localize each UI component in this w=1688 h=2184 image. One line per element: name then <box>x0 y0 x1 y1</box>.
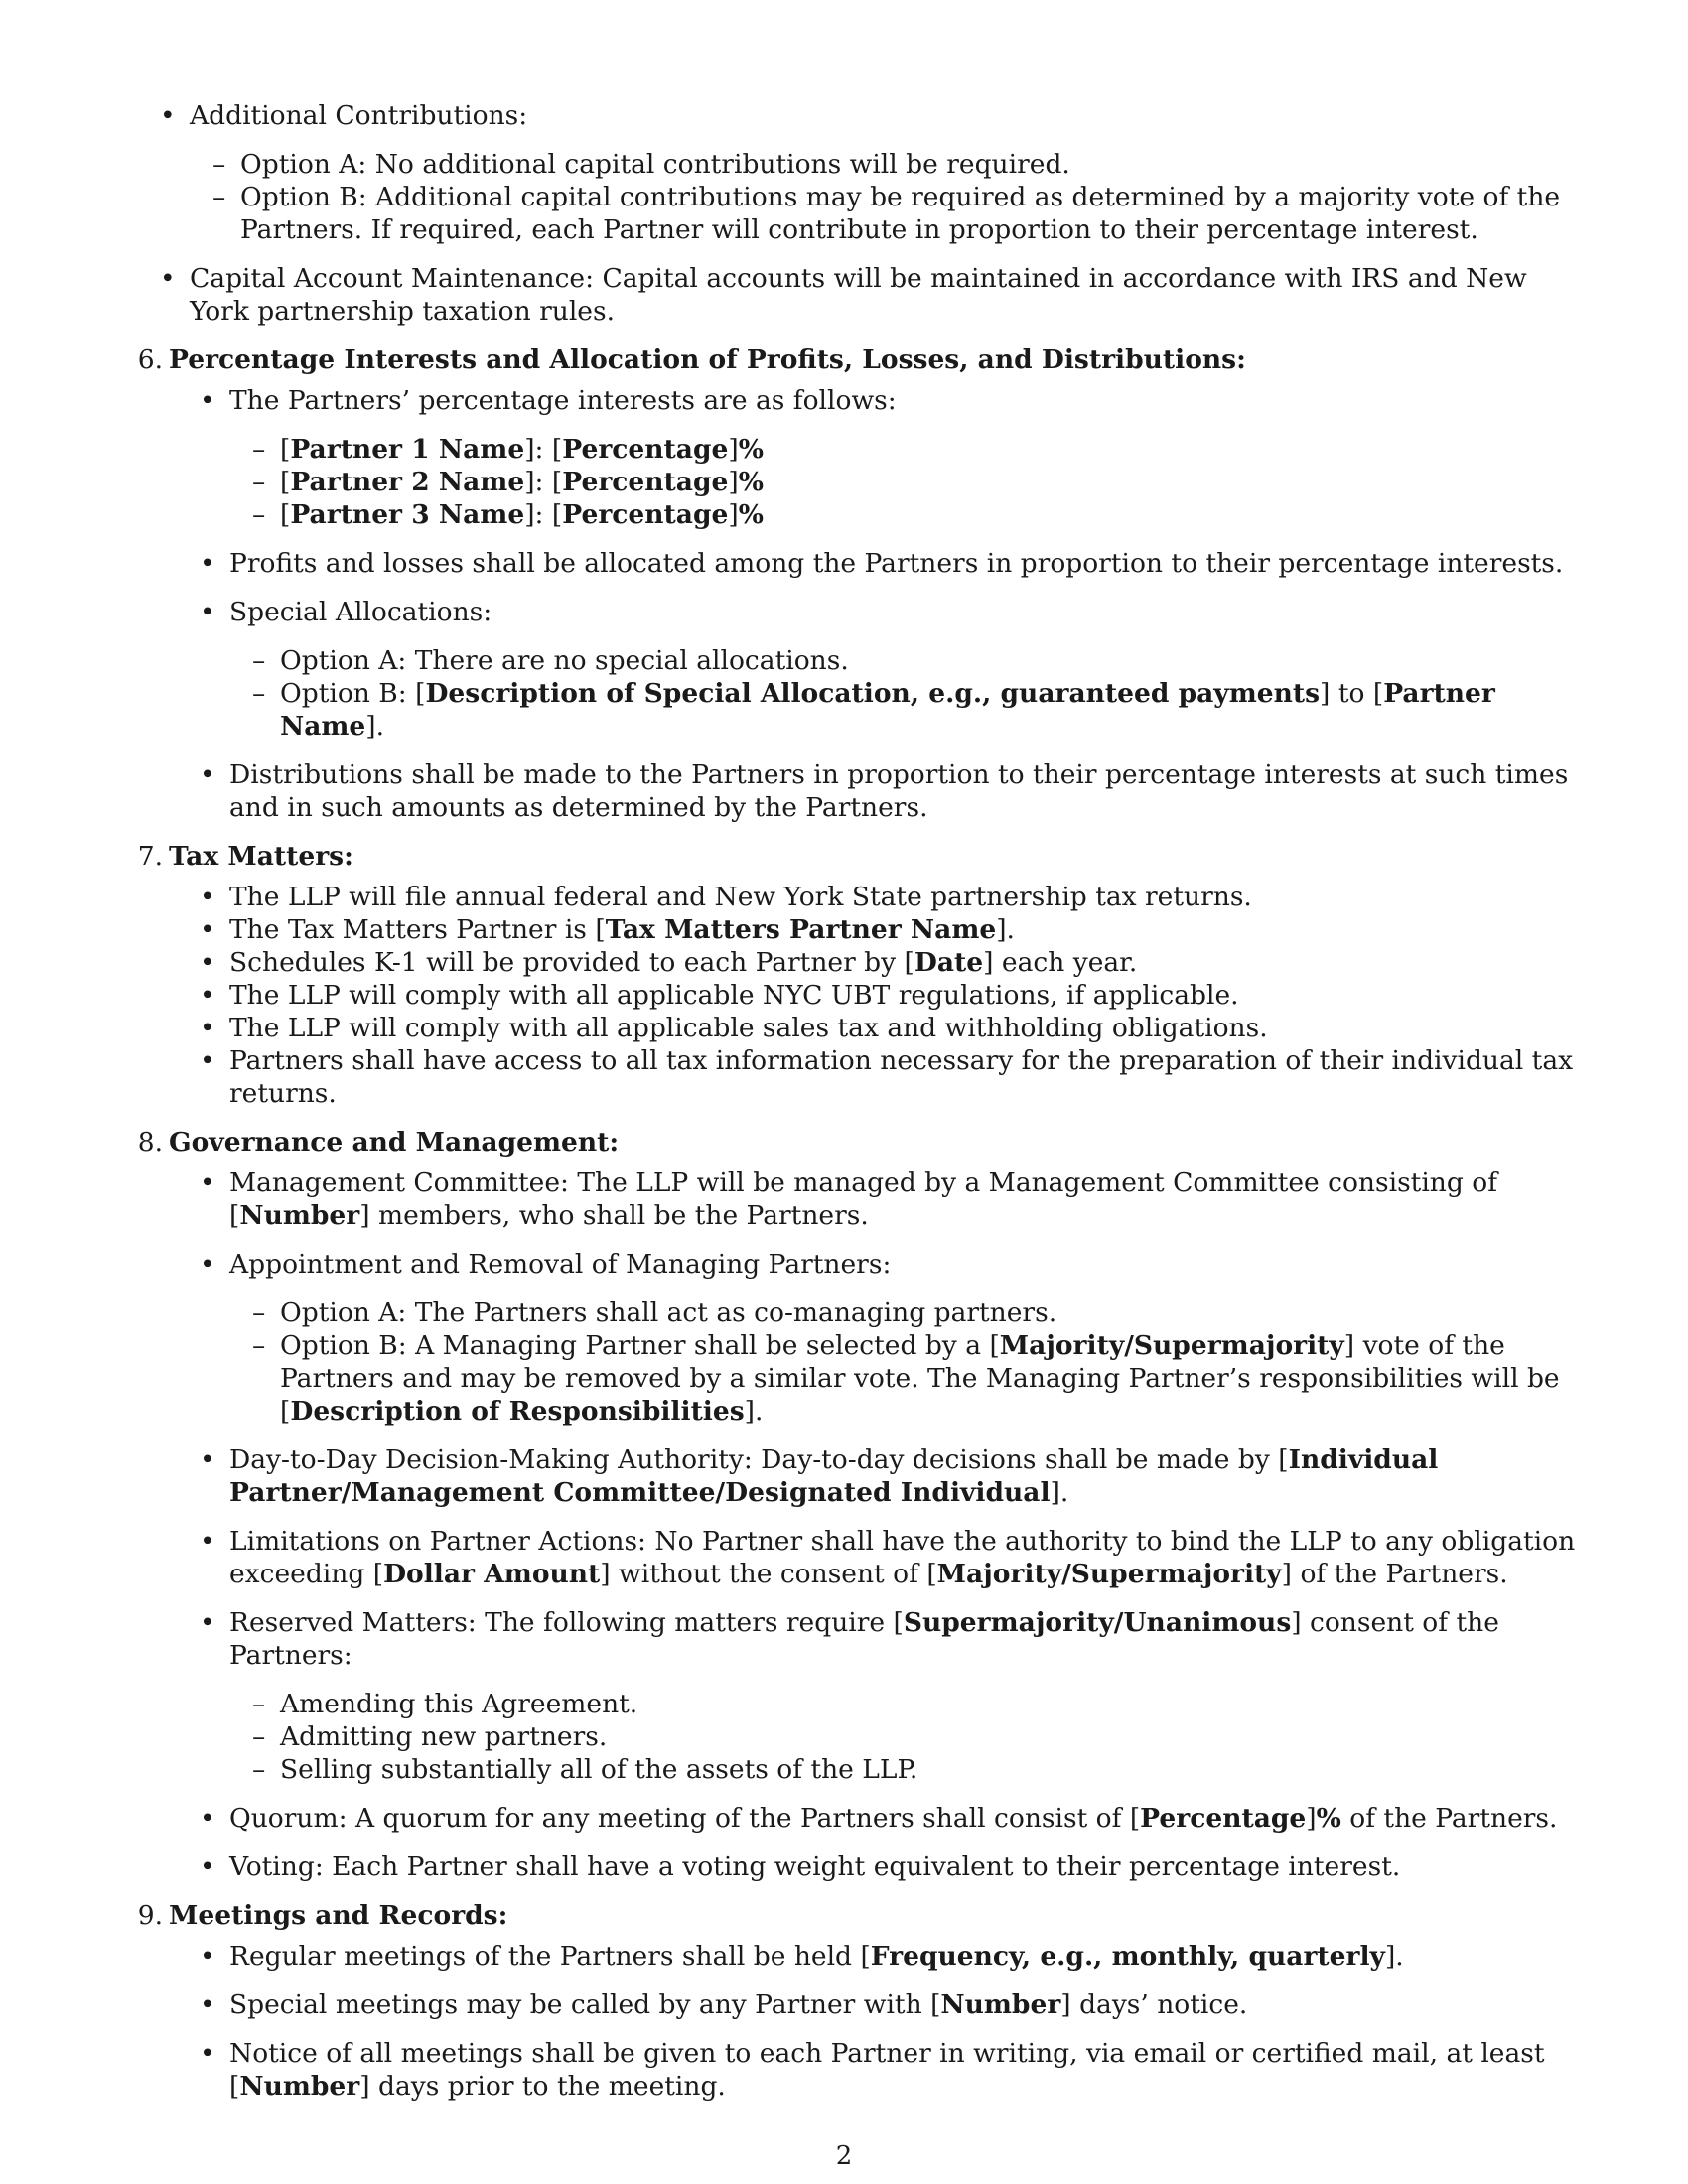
list-item: • Capital Account Maintenance: Capital accounts will be maintained in accordance with IRS and New York partnership taxation rules. <box>190 262 1589 328</box>
list-item: • Reserved Matters: The following matters require [Supermajority/Unanimous] consent of the Partners: – Amending this Agreement. – Admitting new partners. – Selling substantially all of the assets of the LLP. <box>229 1606 1589 1786</box>
list-item: • Special meetings may be called by any Partner with [Number] days’ notice. <box>229 1988 1589 2021</box>
list-item: • Schedules K-1 will be provided to each Partner by [Date] each year. <box>229 946 1589 979</box>
placeholder-field: Supermajority/Unanimous <box>903 1607 1292 1638</box>
reserved-matters-list <box>229 1688 1589 1786</box>
list-item: – [Partner 3 Name]: [Percentage]% <box>280 498 1589 531</box>
capital-contributions-list <box>129 99 1589 328</box>
section-title: Tax Matters: <box>169 841 353 872</box>
placeholder-field: Tax Matters Partner Name <box>605 914 997 945</box>
placeholder-field: Partner 3 Name <box>290 499 525 530</box>
section-6 <box>129 343 1589 824</box>
section-title: Meetings and Records: <box>169 1900 508 1931</box>
list-item: – Amending this Agreement. <box>280 1688 1589 1720</box>
section-number: 7. <box>137 841 163 872</box>
placeholder-field: Percentage <box>1140 1803 1307 1834</box>
list-item: • Voting: Each Partner shall have a voting weight equivalent to their percentage interest. <box>229 1850 1589 1883</box>
section-6-list <box>169 384 1589 824</box>
list-item: • Partners shall have access to all tax information necessary for the preparation of their individual tax returns. <box>229 1044 1589 1110</box>
section-9 <box>129 1899 1589 2103</box>
section-number: 6. <box>137 344 163 375</box>
list-item <box>229 1248 1589 1428</box>
placeholder-field: Description of Responsibilities <box>290 1396 745 1427</box>
list-item <box>229 596 1589 743</box>
section-9-list <box>169 1940 1589 2103</box>
placeholder-field: Number <box>940 1989 1061 2020</box>
special-allocations-options <box>229 644 1589 743</box>
placeholder-field: Majority/Supermajority <box>936 1559 1282 1589</box>
list-item: • Management Committee: The LLP will be managed by a Management Committee consisting of [Number] members, who shall be the Partners. <box>229 1166 1589 1232</box>
list-item: • The LLP will file annual federal and New York State partnership tax returns. <box>229 881 1589 913</box>
list-item <box>190 99 1589 246</box>
document-body <box>129 99 1589 2118</box>
list-item: • The LLP will comply with all applicable NYC UBT regulations, if applicable. <box>229 979 1589 1012</box>
list-item: – Admitting new partners. <box>280 1720 1589 1753</box>
list-item: – Option A: No additional capital contributions will be required. <box>240 148 1589 181</box>
list-item: • Quorum: A quorum for any meeting of the Partners shall consist of [Percentage]% of the Partners. <box>229 1802 1589 1835</box>
placeholder-field: Dollar Amount <box>383 1559 601 1589</box>
section-8-list <box>169 1166 1589 1883</box>
placeholder-field: Description of Special Allocation, e.g., guaranteed payments <box>425 678 1321 709</box>
list-item: • Notice of all meetings shall be given to each Partner in writing, via email or certified mail, at least [Number] days prior to the meeting. <box>229 2037 1589 2103</box>
list-item: – Option B: [Description of Special Allocation, e.g., guaranteed payments] to [Partner Name]. <box>280 677 1589 743</box>
placeholder-field: Percentage <box>562 434 729 465</box>
placeholder-field: Number <box>239 1200 360 1231</box>
list-item: – Option B: Additional capital contributions may be required as determined by a majority vote of the Partners. If required, each Partner will contribute in proportion to their percentage interest. <box>240 181 1589 246</box>
section-title: Percentage Interests and Allocation of Profits, Losses, and Distributions: <box>169 344 1246 375</box>
appointment-label: Appointment and Removal of Managing Partners: <box>229 1249 892 1280</box>
list-item: • The LLP will comply with all applicable sales tax and withholding obligations. <box>229 1012 1589 1044</box>
list-item: – [Partner 1 Name]: [Percentage]% <box>280 433 1589 466</box>
list-item: – Option A: The Partners shall act as co-managing partners. <box>280 1297 1589 1329</box>
placeholder-field: Partner Name <box>280 678 1495 742</box>
placeholder-field: Partner 1 Name <box>290 434 525 465</box>
list-item <box>229 384 1589 531</box>
list-item: • Profits and losses shall be allocated among the Partners in proportion to their percentage interests. <box>229 547 1589 580</box>
partner-interests-list <box>229 433 1589 531</box>
list-item: • Limitations on Partner Actions: No Partner shall have the authority to bind the LLP to any obligation exceeding [Dollar Amount] without the consent of [Majority/Supermajority] of the Partners. <box>229 1525 1589 1590</box>
additional-contributions-options <box>190 148 1589 246</box>
placeholder-field: Date <box>914 947 984 978</box>
list-item: • Day-to-Day Decision-Making Authority: Day-to-day decisions shall be made by [Individual Partner/Management Committee/Designated Individual]. <box>229 1443 1589 1509</box>
placeholder-field: Percentage <box>562 467 729 497</box>
section-number: 8. <box>137 1127 163 1158</box>
list-item: • The Tax Matters Partner is [Tax Matters Partner Name]. <box>229 913 1589 946</box>
placeholder-field: Individual Partner/Management Committee/Designated Individual <box>229 1444 1439 1508</box>
appointment-options <box>229 1297 1589 1428</box>
placeholder-field: Number <box>239 2071 360 2102</box>
section-8 <box>129 1126 1589 1883</box>
section-number: 9. <box>137 1900 163 1931</box>
placeholder-field: Majority/Supermajority <box>999 1330 1344 1361</box>
placeholder-field: Frequency, e.g., monthly, quarterly <box>870 1941 1385 1972</box>
list-item: – [Partner 2 Name]: [Percentage]% <box>280 466 1589 498</box>
placeholder-field: Percentage <box>562 499 729 530</box>
page-number: 2 <box>835 2141 853 2171</box>
section-7 <box>129 840 1589 1110</box>
section-title: Governance and Management: <box>169 1127 620 1158</box>
list-item: – Selling substantially all of the assets of the LLP. <box>280 1753 1589 1786</box>
section-7-list <box>169 881 1589 1110</box>
list-item: – Option B: A Managing Partner shall be selected by a [Majority/Supermajority] vote of the Partners and may be removed by a similar vote. The Managing Partner’s responsibilities will be [Description of Responsibilities]. <box>280 1329 1589 1428</box>
additional-contributions-label: Additional Contributions: <box>190 100 528 131</box>
list-item: • Regular meetings of the Partners shall be held [Frequency, e.g., monthly, quarterly]. <box>229 1940 1589 1973</box>
interests-intro: The Partners’ percentage interests are as follows: <box>229 385 897 416</box>
placeholder-field: Partner 2 Name <box>290 467 525 497</box>
list-item: – Option A: There are no special allocations. <box>280 644 1589 677</box>
list-item: • Distributions shall be made to the Partners in proportion to their percentage interests at such times and in such amounts as determined by the Partners. <box>229 758 1589 824</box>
special-allocations-label: Special Allocations: <box>229 597 492 627</box>
